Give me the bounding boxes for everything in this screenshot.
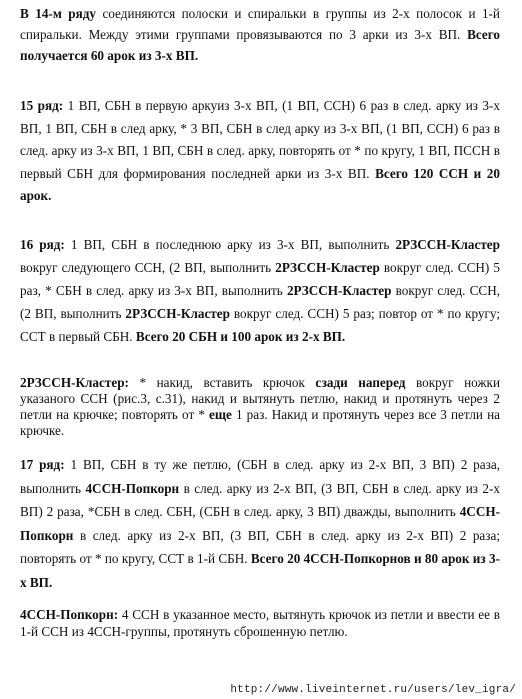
popcorn-definition-heading: 4ССН-Попкорн: [20, 607, 119, 622]
row-17-text: в след. арку из 2-х ВП, (3 ВП, СБН в след. арку из 2-х ВП) 2 раза; повторять от * по кругу, ССТ в 1-й СБН. [20, 527, 500, 566]
paragraph-popcorn-definition [20, 606, 500, 640]
emphasis-again: еще [209, 407, 232, 422]
cluster-definition-heading: 2РЗССН-Кластер: [20, 375, 129, 390]
cluster-definition-text: 1 раз. Накид и протянуть через все 3 петли на крючке. [20, 407, 500, 438]
cluster-term: 2РЗССН-Кластер [395, 237, 500, 252]
row-17-text: в след. арку из 2-х ВП, (3 ВП, СБН в след. арку из 2-х ВП) 2 раза, *СБН в след. СБН, (СБН в след. арку, 3 ВП) дважды, выполнить [20, 480, 500, 519]
cluster-definition-text: * накид, вставить крючок [128, 375, 316, 390]
row-15-text: 1 ВП, СБН в первую аркуиз 3-х ВП, (1 ВП, ССН) 6 раз в след. арку из 3-х ВП, 1 ВП, СБН в след арку, * 3 ВП, СБН в след арку из 3-х ВП, (1 ВП, ССН) 6 раз в след. арку из 3-х ВП, 1 ВП, СБН в след. арку, повторять от * по кругу, 1 ВП, ПССН в первый СБН для формирования последней арки из 3-х ВП. [20, 98, 500, 181]
row-14-heading: В 14-м ряду [20, 6, 96, 21]
popcorn-term: 4ССН-Попкорн [85, 480, 180, 496]
row-15-total: Всего 120 ССН и 20 арок. [20, 165, 500, 203]
row-17-heading: 17 ряд: [20, 457, 65, 472]
row-16-text: вокруг след. ССН, (2 ВП, выполнить [20, 283, 501, 321]
row-14-text: соединяются полоски и спиральки в группы из 2-х полосок и 1-й спиральки. Между этими группами провязываются по 3 арки из 3-х ВП. [20, 6, 500, 42]
source-url-watermark: http://www.liveinternet.ru/users/lev_igra/ [230, 684, 516, 696]
row-16-text: вокруг след. ССН) 5 раз, * СБН в след. арку из 3-х ВП, выполнить [20, 260, 501, 298]
cluster-definition-text: вокруг ножки указаного ССН (рис.3, с.31), накид и вытянуть петлю, накид и протянуть через 2 петли на крючке; повторять от * [20, 375, 500, 422]
popcorn-term: 4ССН-Попкорн [20, 504, 500, 543]
cluster-term: 2РЗССН-Кластер [275, 260, 380, 275]
row-14-total: Всего получается 60 арок из 3-х ВП. [20, 27, 500, 63]
row-16-heading: 16 ряд: [20, 237, 65, 252]
row-17-total: Всего 20 4ССН-Попкорнов и 80 арок из 3-х ВП. [20, 551, 500, 590]
row-16-text: 1 ВП, СБН в последнюю арку из 3-х ВП, выполнить [64, 237, 396, 252]
paragraph-row-17 [20, 453, 500, 594]
paragraph-row-16 [20, 233, 500, 348]
row-15-heading: 15 ряд: [20, 98, 64, 113]
row-16-text: вокруг след. ССН) 5 раз; повтор от * по кругу; ССТ в первый СБН. [20, 306, 500, 344]
cluster-term: 2РЗССН-Кластер [286, 283, 392, 298]
cluster-term: 2РЗССН-Кластер [125, 306, 230, 321]
paragraph-row-15 [20, 95, 500, 208]
paragraph-cluster-definition [20, 375, 500, 439]
emphasis-back-to-front: сзади наперед [315, 375, 406, 390]
paragraph-row-14 [20, 3, 500, 66]
row-16-total: Всего 20 СБН и 100 арок из 2-х ВП. [135, 329, 346, 344]
popcorn-definition-text: 4 ССН в указанное место, вытянуть крючок из петли и ввести ее в 1-й ССН из 4ССН-группы, протянуть сброшенную петлю. [20, 607, 500, 639]
row-16-text: вокруг следующего ССН, (2 ВП, выполнить [20, 260, 276, 275]
row-17-text: 1 ВП, СБН в ту же петлю, (СБН в след. арку из 2-х ВП, 3 ВП) 2 раза, выполнить [20, 457, 500, 496]
